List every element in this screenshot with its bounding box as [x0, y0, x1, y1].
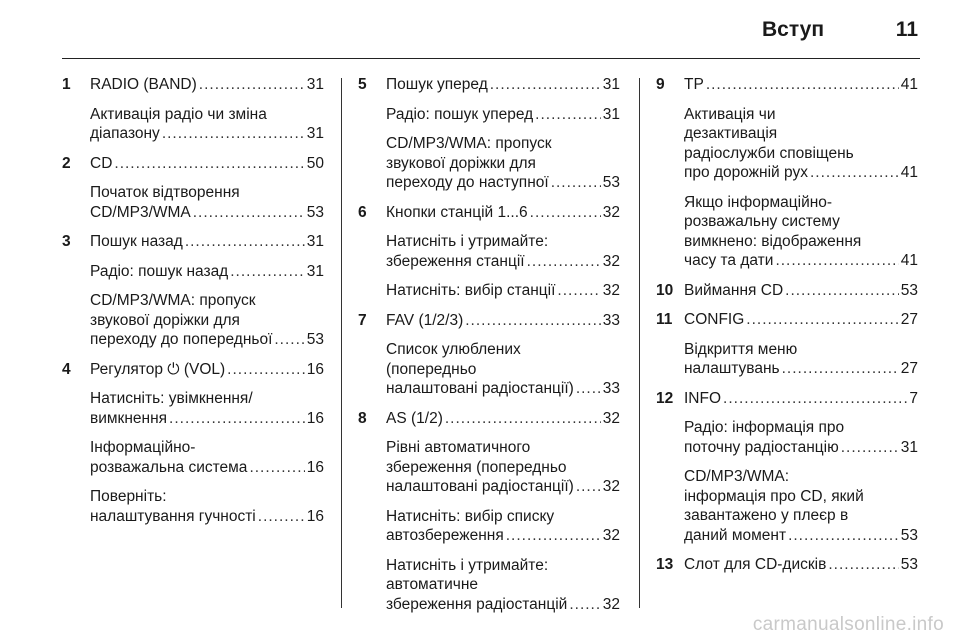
entry-number: 6 — [358, 203, 367, 221]
entry-text: Регулятор ⏻ (VOL) — [90, 360, 226, 378]
dot-leader — [841, 438, 899, 458]
entry-text: Активація чи — [684, 105, 776, 123]
entry-number: 4 — [62, 360, 71, 378]
entry-text: Радіо: інформація про — [684, 419, 845, 436]
entry-text: збереження радіостанцій — [386, 595, 568, 613]
entry-number: 3 — [62, 233, 71, 250]
entry-text: налаштування гучності — [90, 507, 256, 525]
index-subentry — [90, 262, 324, 282]
entry-text: налаштовані радіостанції) — [386, 478, 574, 495]
page-reference: 31 — [306, 76, 324, 93]
entry-number: 8 — [358, 409, 367, 427]
dot-leader — [465, 311, 601, 331]
entry-line — [386, 203, 620, 223]
index-subentry — [386, 409, 620, 429]
index-subentry — [386, 556, 620, 615]
entry-text: Натисніть: вибір списку — [386, 507, 555, 525]
entry-text: Пошук уперед — [386, 76, 488, 93]
index-subentry — [684, 389, 918, 409]
column-divider — [341, 78, 342, 608]
dot-leader — [788, 526, 899, 546]
dot-leader — [227, 360, 305, 380]
entry-text: переходу до наступної — [386, 174, 549, 191]
entry-number: 11 — [656, 311, 673, 328]
entry-text: Натисніть: вибір станції — [386, 282, 556, 299]
entry-line — [386, 173, 620, 193]
entry-text: RADIO (BAND) — [90, 76, 197, 93]
dot-leader — [775, 251, 898, 271]
entry-text: звукової доріжки для — [90, 311, 240, 329]
index-entry — [62, 75, 324, 144]
dot-leader — [535, 105, 601, 125]
index-entry — [62, 154, 324, 223]
index-entry — [656, 281, 918, 301]
entry-text: вимкнено: відображення — [684, 232, 862, 250]
entry-text: CD/MP3/WMA: пропуск — [90, 292, 256, 309]
entry-text: завантажено у плеєр в — [684, 507, 849, 524]
entry-number: 1 — [62, 76, 71, 93]
entry-text: вимкнення — [90, 409, 168, 427]
entry-text: поточну радіостанцію — [684, 438, 839, 456]
entry-text: Відкриття меню — [684, 340, 798, 358]
entry-text: Активація радіо чи зміна — [90, 105, 267, 123]
page-reference: 53 — [306, 203, 324, 221]
entry-text: діапазону — [90, 125, 160, 142]
entry-text: автозбереження — [386, 527, 504, 544]
dot-leader — [490, 75, 601, 95]
dot-leader — [258, 507, 305, 527]
dot-leader — [723, 389, 907, 409]
index-entry — [62, 232, 324, 350]
index-entry — [656, 75, 918, 271]
entry-line — [90, 232, 324, 252]
entry-text: Натисніть і утримайте: — [386, 233, 549, 250]
dot-leader — [576, 477, 601, 497]
entry-text: збереження станції — [386, 252, 525, 270]
index-column-2 — [358, 75, 620, 614]
page-reference: 16 — [306, 507, 324, 525]
dot-leader — [569, 595, 600, 615]
dot-leader — [551, 173, 601, 193]
entry-text: CONFIG — [684, 311, 745, 328]
entry-line — [684, 389, 918, 409]
dot-leader — [785, 281, 899, 301]
index-entry — [358, 409, 620, 615]
entry-text: Поверніть: — [90, 488, 167, 505]
index-subentry — [684, 310, 918, 330]
dot-leader — [746, 310, 898, 330]
index-subentry — [684, 105, 918, 183]
entry-line — [386, 105, 620, 125]
index-subentry — [90, 438, 324, 477]
entry-text: звукової доріжки для — [386, 154, 536, 172]
entry-line — [684, 438, 918, 458]
entry-text: Рівні автоматичного — [386, 439, 531, 456]
entry-text: збереження (попередньо — [386, 458, 567, 476]
index-subentry — [684, 555, 918, 575]
entry-text: інформація про CD, який — [684, 487, 864, 505]
page-reference: 27 — [900, 360, 918, 377]
entry-text: розважальну систему — [684, 213, 840, 230]
entry-number: 9 — [656, 76, 665, 93]
dot-leader — [557, 281, 600, 301]
index-subentry — [90, 487, 324, 526]
index-subentry — [684, 193, 918, 271]
entry-text: часу та дати — [684, 252, 774, 269]
dot-leader — [782, 359, 899, 379]
entry-line — [386, 477, 620, 497]
entry-line — [90, 75, 324, 95]
index-subentry — [90, 75, 324, 95]
entry-text: (попередньо — [386, 360, 477, 378]
entry-text: дезактивація — [684, 125, 778, 142]
entry-line — [90, 360, 324, 380]
index-subentry — [386, 105, 620, 125]
entry-line — [90, 262, 324, 282]
dot-leader — [274, 330, 304, 350]
page-reference: 7 — [909, 389, 918, 407]
page-number: 11 — [895, 18, 918, 41]
entry-text: Кнопки станцій 1...6 — [386, 203, 528, 221]
entry-line — [386, 252, 620, 272]
dot-leader — [530, 203, 601, 223]
dot-leader — [185, 232, 305, 252]
index-subentry — [386, 75, 620, 95]
page-reference: 31 — [602, 76, 620, 93]
entry-text: Слот для CD-дисків — [684, 556, 827, 573]
page-reference: 33 — [602, 380, 620, 397]
page-reference: 27 — [900, 311, 918, 328]
entry-text: Якщо інформаційно- — [684, 193, 833, 211]
page-reference: 53 — [900, 281, 918, 299]
entry-line — [684, 359, 918, 379]
entry-text: розважальна система — [90, 458, 248, 476]
index-entry — [358, 75, 620, 193]
entry-text: CD/MP3/WMA: — [684, 468, 790, 485]
entry-text: AS (1/2) — [386, 409, 443, 427]
entry-line — [386, 526, 620, 546]
page-reference: 16 — [306, 409, 324, 427]
entry-number: 2 — [62, 154, 71, 172]
dot-leader — [193, 203, 305, 223]
entry-text: Радіо: пошук назад — [90, 262, 229, 280]
dot-leader — [576, 379, 601, 399]
page-reference: 31 — [602, 105, 620, 123]
entry-line — [684, 75, 918, 95]
entry-text: CD/MP3/WMA — [90, 203, 191, 221]
page-reference: 33 — [602, 311, 620, 329]
entry-line — [386, 311, 620, 331]
index-subentry — [90, 105, 324, 144]
entry-text: Список улюблених — [386, 341, 521, 358]
index-subentry — [386, 203, 620, 223]
entry-text: Натисніть і утримайте: — [386, 556, 549, 574]
entry-line — [684, 555, 918, 575]
entry-line — [386, 281, 620, 301]
page-reference: 31 — [306, 125, 324, 142]
page-reference: 31 — [306, 233, 324, 250]
entry-text: Радіо: пошук уперед — [386, 105, 534, 123]
index-subentry — [90, 232, 324, 252]
page-reference: 53 — [900, 556, 918, 573]
index-subentry — [386, 311, 620, 331]
entry-number: 7 — [358, 311, 367, 329]
entry-text: Початок відтворення — [90, 184, 240, 201]
entry-text: INFO — [684, 389, 722, 407]
page-reference: 31 — [900, 438, 918, 456]
entry-text: Натисніть: увімкнення/ — [90, 390, 253, 407]
index-subentry — [386, 232, 620, 271]
entry-line — [386, 595, 620, 615]
index-subentry — [386, 438, 620, 497]
index-entry — [656, 310, 918, 379]
entry-line — [684, 526, 918, 546]
index-subentry — [684, 418, 918, 457]
dot-leader — [199, 75, 305, 95]
entry-number: 5 — [358, 76, 367, 93]
dot-leader — [706, 75, 899, 95]
index-subentry — [386, 134, 620, 193]
page-reference: 53 — [602, 174, 620, 191]
dot-leader — [249, 458, 304, 478]
header-divider — [62, 58, 920, 59]
page-title: Вступ — [761, 18, 824, 41]
entry-text: Пошук назад — [90, 233, 183, 250]
index-subentry — [386, 340, 620, 399]
entry-line — [90, 154, 324, 174]
index-entry — [358, 311, 620, 399]
entry-line — [386, 75, 620, 95]
page-reference: 41 — [900, 76, 918, 93]
entry-text: TP — [684, 76, 704, 93]
entry-number: 10 — [656, 281, 674, 299]
index-subentry — [684, 340, 918, 379]
index-column-3 — [656, 75, 918, 575]
entry-line — [90, 458, 324, 478]
page-reference: 32 — [602, 527, 620, 544]
entry-text: даний момент — [684, 526, 787, 544]
index-entry — [358, 203, 620, 301]
watermark: carmanualsonline.info — [752, 614, 944, 635]
page-reference: 41 — [900, 164, 918, 181]
page-reference: 16 — [306, 360, 324, 378]
page-reference: 32 — [602, 478, 620, 495]
entry-line — [684, 251, 918, 271]
entry-text: автоматичне — [386, 576, 479, 593]
dot-leader — [506, 526, 601, 546]
entry-text: Інформаційно- — [90, 439, 196, 456]
page-reference: 16 — [306, 458, 324, 476]
entry-line — [386, 379, 620, 399]
entry-line — [90, 124, 324, 144]
index-subentry — [90, 360, 324, 380]
index-entry — [656, 389, 918, 546]
index-entry — [656, 555, 918, 575]
dot-leader — [527, 252, 601, 272]
entry-line — [684, 281, 918, 301]
index-subentry — [90, 154, 324, 174]
entry-text: CD — [90, 154, 113, 172]
entry-line — [684, 310, 918, 330]
page-reference: 41 — [900, 252, 918, 269]
index-subentry — [684, 467, 918, 545]
page-reference: 50 — [306, 154, 324, 172]
page-reference: 32 — [602, 595, 620, 613]
entry-number: 12 — [656, 389, 674, 407]
entry-text: CD/MP3/WMA: пропуск — [386, 135, 552, 152]
index-column-1 — [62, 75, 324, 526]
entry-number: 13 — [656, 556, 674, 573]
index-subentry — [386, 507, 620, 546]
entry-text: FAV (1/2/3) — [386, 311, 464, 329]
index-subentry — [90, 183, 324, 222]
column-divider — [639, 78, 640, 608]
entry-text: переходу до попередньої — [90, 331, 273, 348]
dot-leader — [230, 262, 305, 282]
dot-leader — [445, 409, 601, 429]
page-reference: 32 — [602, 252, 620, 270]
entry-line — [90, 330, 324, 350]
index-subentry — [684, 281, 918, 301]
entry-text: радіослужби сповіщень — [684, 144, 854, 162]
page-reference: 31 — [306, 262, 324, 280]
page-reference: 32 — [602, 409, 620, 427]
index-subentry — [90, 389, 324, 428]
index-subentry — [684, 75, 918, 95]
entry-line — [90, 203, 324, 223]
dot-leader — [114, 154, 304, 174]
entry-text: налаштовані радіостанції) — [386, 380, 574, 397]
dot-leader — [828, 555, 898, 575]
index-subentry — [90, 291, 324, 350]
page-reference: 53 — [900, 526, 918, 544]
page-reference: 53 — [306, 331, 324, 348]
dot-leader — [169, 409, 305, 429]
entry-line — [90, 409, 324, 429]
index-subentry — [386, 281, 620, 301]
entry-text: Виймання CD — [684, 281, 784, 299]
page-reference: 32 — [602, 282, 620, 299]
entry-text: про дорожній рух — [684, 164, 808, 181]
index-entry — [62, 360, 324, 527]
dot-leader — [162, 124, 305, 144]
entry-line — [90, 507, 324, 527]
entry-text: налаштувань — [684, 360, 780, 377]
page-reference: 32 — [602, 203, 620, 221]
entry-line — [386, 409, 620, 429]
entry-line — [684, 163, 918, 183]
dot-leader — [810, 163, 899, 183]
